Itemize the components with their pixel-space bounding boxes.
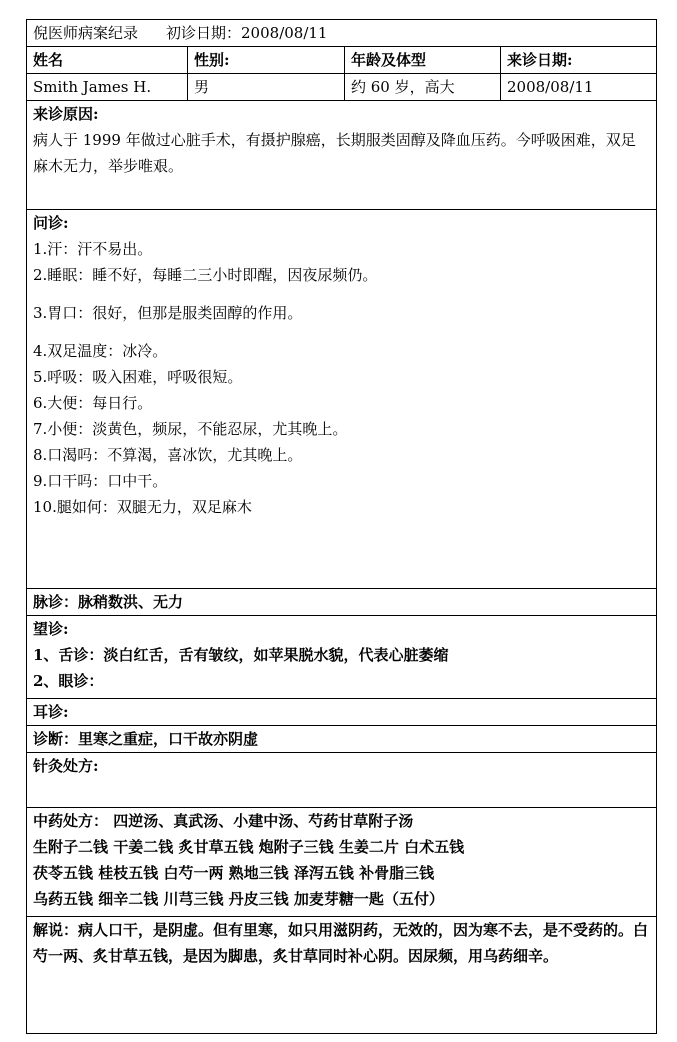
name-value: Smith James H. <box>27 74 188 101</box>
inquiry-item: 7.小便：淡黄色，频尿，不能忍尿，尤其晚上。 <box>33 420 348 438</box>
inquiry-cell <box>27 210 657 589</box>
observation-cell <box>27 616 657 699</box>
medical-record-table <box>26 19 657 1034</box>
reason-row <box>27 101 657 210</box>
ear-row <box>27 699 657 726</box>
first-visit-date: 初诊日期：2008/08/11 <box>166 24 328 42</box>
acupuncture-row <box>27 753 657 808</box>
visit-date-label: 来诊日期: <box>501 47 657 74</box>
reason-label: 来诊原因: <box>33 105 99 123</box>
herbal-cell <box>27 808 657 917</box>
pulse-cell: 脉诊：脉稍数洪、无力 <box>27 589 657 616</box>
inquiry-item: 10.腿如何：双腿无力，双足麻木 <box>33 498 252 516</box>
header-row <box>27 20 657 47</box>
age-build-label: 年龄及体型 <box>345 47 501 74</box>
reason-text: 病人于 1999 年做过心脏手术，有摄护腺癌，长期服类固醇及降血压药。今呼吸困难，双足麻木无力，举步唯艰。 <box>33 131 636 175</box>
herbal-ingredient-line: 茯苓五钱 桂枝五钱 白芍一两 熟地三钱 泽泻五钱 补骨脂三钱 <box>33 864 435 882</box>
sex-label: 性别: <box>188 47 345 74</box>
header-cell <box>27 20 657 47</box>
inquiry-item: 3.胃口：很好，但那是服类固醇的作用。 <box>33 304 303 322</box>
observation-label: 望诊: <box>33 620 69 638</box>
age-build-value: 约 60 岁，高大 <box>345 74 501 101</box>
herbal-row <box>27 808 657 917</box>
medical-record-page <box>26 19 656 1039</box>
inquiry-item: 1.汗：汗不易出。 <box>33 240 153 258</box>
info-label-row <box>27 47 657 74</box>
explanation-cell <box>27 917 657 1034</box>
herbal-ingredient-line: 乌药五钱 细辛二钱 川芎三钱 丹皮三钱 加麦芽糖一匙（五付） <box>33 890 444 908</box>
inquiry-item: 9.口干吗：口中干。 <box>33 472 168 490</box>
inquiry-row <box>27 210 657 589</box>
explanation-text: 解说：病人口干，是阴虚。但有里寒，如只用滋阴药，无效的，因为寒不去，是不受药的。白芍一两、炙甘草五钱，是因为脚患，炙甘草同时补心阴。因尿频，用乌药细辛。 <box>33 921 649 965</box>
explanation-row <box>27 917 657 1034</box>
diagnosis-row <box>27 726 657 753</box>
info-value-row <box>27 74 657 101</box>
eye-diagnosis: 2、眼诊： <box>33 672 104 690</box>
inquiry-item: 6.大便：每日行。 <box>33 394 153 412</box>
tongue-diagnosis: 1、舌诊：淡白红舌，舌有皱纹，如苹果脱水貌，代表心脏萎缩 <box>33 646 449 664</box>
sex-value: 男 <box>188 74 345 101</box>
herbal-ingredient-line: 生附子二钱 干姜二钱 炙甘草五钱 炮附子三钱 生姜二片 白术五钱 <box>33 838 465 856</box>
reason-cell <box>27 101 657 210</box>
acupuncture-cell: 针灸处方: <box>27 753 657 808</box>
diagnosis-cell: 诊断：里寒之重症，口干故亦阴虚 <box>27 726 657 753</box>
inquiry-item: 2.睡眠：睡不好，每睡二三小时即醒，因夜尿频仍。 <box>33 266 378 284</box>
inquiry-item: 8.口渴吗：不算渴，喜冰饮，尤其晚上。 <box>33 446 303 464</box>
herbal-formula-line: 中药处方： 四逆汤、真武汤、小建中汤、芍药甘草附子汤 <box>33 812 414 830</box>
inquiry-label: 问诊: <box>33 214 69 232</box>
name-label: 姓名 <box>27 47 188 74</box>
inquiry-gap <box>33 326 650 338</box>
observation-row <box>27 616 657 699</box>
record-title: 倪医师病案纪录 <box>33 24 139 42</box>
inquiry-item: 4.双足温度：冰冷。 <box>33 342 168 360</box>
inquiry-gap <box>33 288 650 300</box>
visit-date-value: 2008/08/11 <box>501 74 657 101</box>
inquiry-item: 5.呼吸：吸入困难，呼吸很短。 <box>33 368 243 386</box>
pulse-row <box>27 589 657 616</box>
ear-cell: 耳诊: <box>27 699 657 726</box>
